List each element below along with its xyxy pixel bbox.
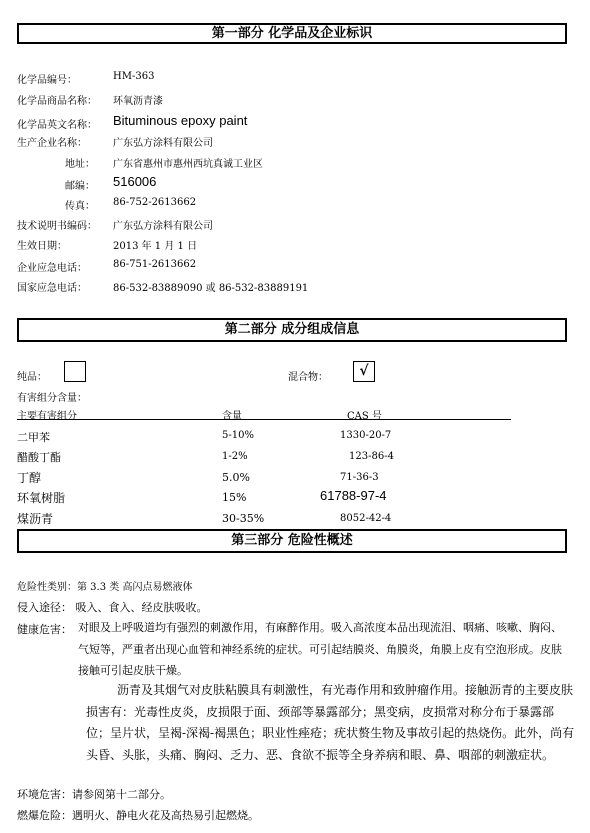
col-header-cas: CAS 号 xyxy=(347,411,382,422)
pure-label: 纯品： xyxy=(17,372,47,383)
mixture-label: 混合物： xyxy=(288,372,328,383)
environmental-hazard: 环境危害：请参阅第十二部分。 xyxy=(17,788,171,801)
label-postcode: 邮编： xyxy=(65,181,95,192)
value-company-emergency: 86-751-2613662 xyxy=(113,259,197,270)
row-epoxy-resin-content: 15% xyxy=(222,491,247,504)
row-butanol-cas: 71-36-3 xyxy=(340,472,379,483)
section3-header xyxy=(17,529,567,553)
label-tech-code: 技术说明书编码： xyxy=(17,221,97,232)
row-coal-tar-content: 30-35% xyxy=(222,512,265,525)
value-tech-code: 广东弘方涂料有限公司 xyxy=(113,221,213,232)
row-xylene-cas: 1330-20-7 xyxy=(340,430,392,441)
entry-route: 侵入途径： 吸入、食入、经皮肤吸收。 xyxy=(17,601,208,614)
row-butyl-acetate-content: 1-2% xyxy=(222,451,248,462)
row-xylene-content: 5-10% xyxy=(222,430,254,441)
row-butanol-name: 丁醇 xyxy=(17,471,42,485)
label-address: 地址： xyxy=(65,159,95,170)
mixture-checkbox[interactable] xyxy=(353,361,375,382)
section3-title: 第三部分 危险性概述 xyxy=(231,533,353,548)
label-fax: 传真： xyxy=(65,201,95,212)
value-postcode: 516006 xyxy=(113,174,157,189)
row-butyl-acetate-cas: 123-86-4 xyxy=(349,451,394,462)
health-hazard-paragraph-1: 对眼及上呼吸道均有强烈的刺激作用，有麻醉作用。吸入高浓度本品出现流泪、咽痛、咳嗽、胸闷、气短等，严重者出现心血管和神经系统的症状。可引起结膜炎、角膜炎，角膜上皮有空泡形成。皮肤接触可引起皮肤干燥。 xyxy=(78,621,562,678)
row-coal-tar-name: 煤沥青 xyxy=(17,512,54,526)
value-chemical-no: HM-363 xyxy=(113,71,155,82)
label-manufacturer: 生产企业名称： xyxy=(17,138,87,149)
label-effective-date: 生效日期： xyxy=(17,241,67,252)
table-header-rule xyxy=(17,419,511,420)
section2-header xyxy=(17,318,567,342)
label-english-name: 化学品英文名称： xyxy=(17,120,97,131)
label-chemical-no: 化学品编号： xyxy=(17,75,77,86)
health-hazard-paragraph-2: 沥青及其烟气对皮肤粘膜具有刺激性，有光毒作用和致肿瘤作用。接触沥青的主要皮肤损害有：光毒性皮炎，皮损限于面、颈部等暴露部分；黑变病，皮损常对称分布于暴露部位；呈片状，呈褐-深褐-褐黑色；职业性痤疮；疣状赘生物及事故引起的热烧伤。此外，尚有头昏、头胀，头痛、胸闷、乏力、恶、食欲不振等全身养病和眼、鼻、咽部的刺激症状。 xyxy=(86,683,575,762)
pure-checkbox[interactable] xyxy=(64,361,86,382)
label-trade-name: 化学品商品名称： xyxy=(17,96,97,107)
section1-header xyxy=(17,23,567,44)
row-epoxy-resin-name: 环氧树脂 xyxy=(17,491,66,505)
section2-title: 第二部分 成分组成信息 xyxy=(224,322,360,337)
value-national-emergency: 86-532-83889090 或 86-532-83889191 xyxy=(113,283,309,294)
fire-explosion-hazard: 燃爆危险：遇明火、静电火花及高热易引起燃烧。 xyxy=(17,809,259,822)
label-company-emergency: 企业应急电话： xyxy=(17,263,87,274)
hazard-class: 危险性类别：第 3.3 类 高闪点易燃液体 xyxy=(17,582,193,593)
row-butyl-acetate-name: 醋酸丁酯 xyxy=(17,451,61,464)
value-effective-date: 2013 年 1 月 1 日 xyxy=(113,241,198,252)
col-header-content: 含量 xyxy=(222,411,242,422)
row-xylene-name: 二甲苯 xyxy=(17,431,50,444)
row-butanol-content: 5.0% xyxy=(222,471,250,484)
value-trade-name: 环氧沥青漆 xyxy=(113,96,163,107)
harmful-content-label: 有害组分含量： xyxy=(17,393,87,404)
value-manufacturer: 广东弘方涂料有限公司 xyxy=(113,138,213,149)
row-epoxy-resin-cas: 61788-97-4 xyxy=(320,488,387,503)
checkmark-icon: √ xyxy=(359,363,369,379)
section1-title: 第一部分 化学品及企业标识 xyxy=(211,26,373,41)
value-fax: 86-752-2613662 xyxy=(113,197,197,208)
row-coal-tar-cas: 8052-42-4 xyxy=(340,513,392,524)
value-address: 广东省惠州市惠州西坑真诚工业区 xyxy=(113,159,263,170)
label-national-emergency: 国家应急电话： xyxy=(17,283,87,294)
health-hazard-label: 健康危害： xyxy=(17,623,72,636)
value-english-name: Bituminous epoxy paint xyxy=(113,113,248,128)
col-header-component: 主要有害组分 xyxy=(17,411,77,422)
